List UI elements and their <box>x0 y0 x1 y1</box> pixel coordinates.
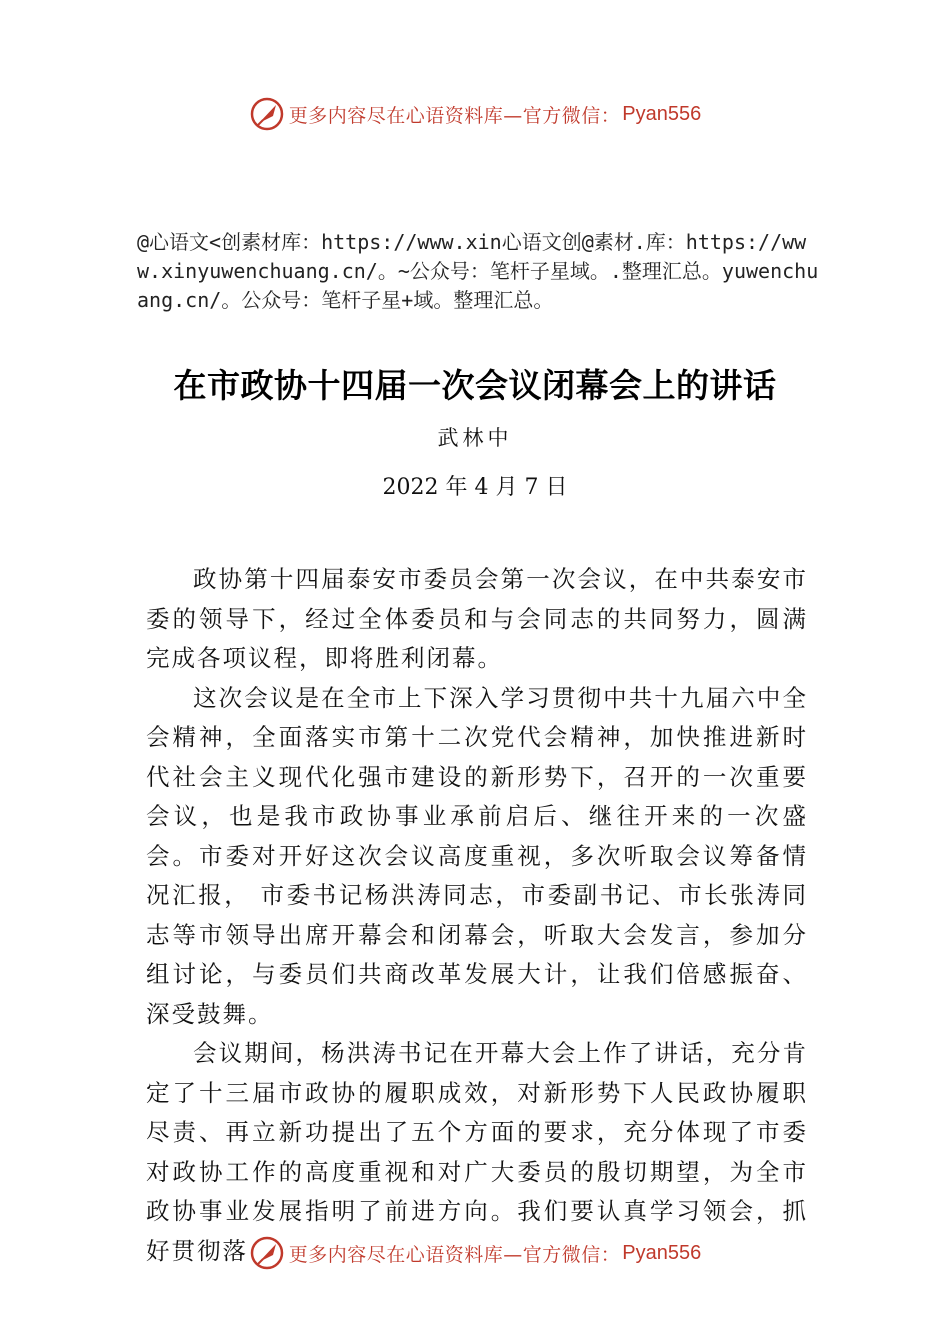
header-banner <box>0 96 950 132</box>
quill-logo-icon <box>249 96 285 132</box>
document-date: 2022 年 4 月 7 日 <box>382 475 568 500</box>
watermark-text: @心语文<创素材库：https://www.xin心语文创@素材.库：https://www.xinyuwenchuang.cn/。~公众号：笔杆子星域。.整理汇总。yuwenchuang.cn/。公众号：笔杆子星+域。整理汇总。 <box>137 230 819 312</box>
banner-text: 更多内容尽在心语资料库—官方微信： <box>288 1243 621 1266</box>
document-title: 在市政协十四届一次会议闭幕会上的讲话 <box>173 366 777 405</box>
banner-text: 更多内容尽在心语资料库—官方微信： <box>288 104 621 127</box>
document-author: 武林中 <box>437 426 513 450</box>
document-body <box>146 560 808 1271</box>
paragraph: 这次会议是在全市上下深入学习贯彻中共十九届六中全会精神，全面落实市第十二次党代会精神，加快推进新时代社会主义现代化强市建设的新形势下，召开的一次重要会议，也是我市政协事业承前启后、继往开来的一次盛会。市委对开好这次会议高度重视，多次听取会议筹备情况汇报， 市委书记杨洪涛同志，市委副书记、市长张涛同志等市领导出席开幕会和闭幕会，听取大会发言，参加分组讨论，与委员们共商改革发展大计，让我们倍感振奋、深受鼓舞。 <box>146 683 808 1028</box>
quill-logo-icon <box>249 1235 285 1271</box>
wechat-id: Pyan556 <box>622 1241 702 1264</box>
paragraph: 政协第十四届泰安市委员会第一次会议，在中共泰安市委的领导下，经过全体委员和与会同志的共同努力，圆满完成各项议程，即将胜利闭幕。 <box>146 565 808 672</box>
footer-banner <box>0 1235 950 1271</box>
wechat-id: Pyan556 <box>622 102 702 125</box>
paragraph: 会议期间，杨洪涛书记在开幕大会上作了讲话，充分肯定了十三届市政协的履职成效，对新形势下人民政协履职尽责、再立新功提出了五个方面的要求，充分体现了市委对政协工作的高度重视和对广大委员的殷切期望，为全市政协事业发展指明了前进方向。我们要认真学习领会，抓好贯彻落 <box>146 1039 808 1265</box>
